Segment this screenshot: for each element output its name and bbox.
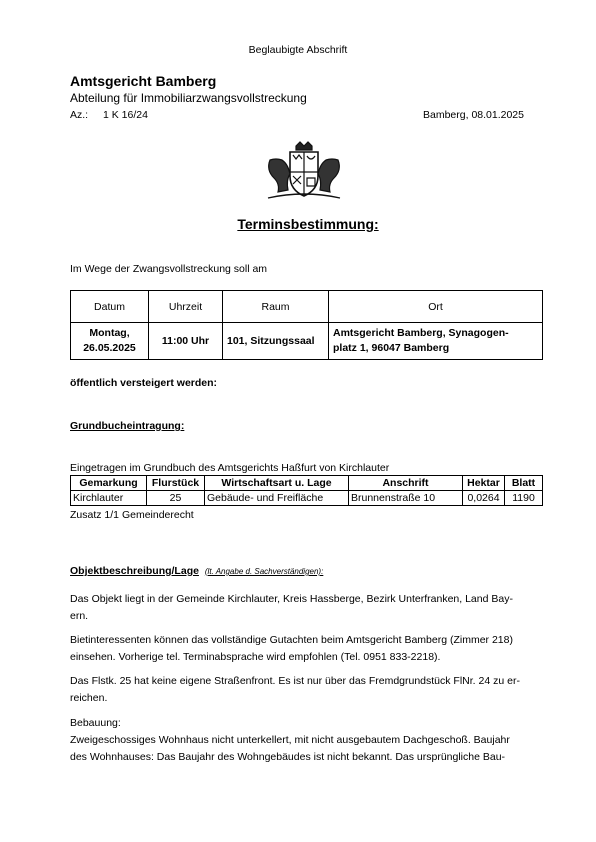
object-p4-line3: des Wohnhauses: Das Baujahr des Wohngebäudes ist nicht bekannt. Das ursprüngliche Bau- xyxy=(70,751,506,763)
appointment-time: 11:00 Uhr xyxy=(149,323,223,360)
cell-gemarkung: Kirchlauter xyxy=(71,491,147,506)
appointment-location-line2: platz 1, 96047 Bamberg xyxy=(333,342,450,354)
document-title: Terminsbestimmung: xyxy=(237,216,379,232)
object-p3-line1: Das Flstk. 25 hat keine eigene Straßenfront. Es ist nur über das Fremdgrundstück FlNr. 24 zu er- xyxy=(70,675,520,687)
appointment-date xyxy=(71,323,149,360)
land-register-table xyxy=(70,475,543,506)
object-p1-line2: ern. xyxy=(70,610,89,622)
appointment-room: 101, Sitzungssaal xyxy=(223,323,329,360)
appointment-table xyxy=(70,290,543,360)
header-raum: Raum xyxy=(223,291,329,323)
coat-of-arms-emblem xyxy=(262,140,346,202)
header-flurstueck: Flurstück xyxy=(147,476,205,491)
object-p2-line2: einsehen. Vorherige tel. Terminabsprache wird empfohlen (Tel. 0951 833-2218). xyxy=(70,651,441,663)
header-datum: Datum xyxy=(71,291,149,323)
header-uhrzeit: Uhrzeit xyxy=(149,291,223,323)
land-register-intro: Eingetragen im Grundbuch des Amtsgerichts Haßfurt von Kirchlauter xyxy=(70,462,390,474)
file-number: 1 K 16/24 xyxy=(103,109,148,121)
appointment-location xyxy=(329,323,543,360)
land-register-heading: Grundbucheintragung: xyxy=(70,420,185,432)
appointment-date-value: 26.05.2025 xyxy=(83,342,136,354)
cell-anschrift: Brunnenstraße 10 xyxy=(349,491,463,506)
appointment-table-row xyxy=(71,323,543,360)
object-paragraph-4 xyxy=(70,715,544,766)
object-heading-wrap xyxy=(70,565,323,577)
object-heading-note: (lt. Angabe d. Sachverständigen): xyxy=(204,567,324,576)
place-date: Bamberg, 08.01.2025 xyxy=(423,109,524,121)
appointment-table-header xyxy=(71,291,543,323)
cell-blatt: 1190 xyxy=(505,491,543,506)
cell-hektar: 0,0264 xyxy=(463,491,505,506)
header-wirtschaftsart: Wirtschaftsart u. Lage xyxy=(205,476,349,491)
table-row xyxy=(71,491,543,506)
object-p4-line2: Zweigeschossiges Wohnhaus nicht unterkellert, mit nicht ausgebautem Dachgeschoß. Baujahr xyxy=(70,734,510,746)
object-paragraph-2 xyxy=(70,632,544,666)
object-paragraph-1 xyxy=(70,591,544,625)
header-blatt: Blatt xyxy=(505,476,543,491)
object-p1-line1: Das Objekt liegt in der Gemeinde Kirchlauter, Kreis Hassberge, Bezirk Unterfranken, Land Bay- xyxy=(70,593,513,605)
header-anschrift: Anschrift xyxy=(349,476,463,491)
court-name: Amtsgericht Bamberg xyxy=(70,73,217,89)
intro-text: Im Wege der Zwangsvollstreckung soll am xyxy=(70,263,268,275)
object-p2-line1: Bietinteressenten können das vollständige Gutachten beim Amtsgericht Bamberg (Zimmer 218) xyxy=(70,634,513,646)
object-p4-line1: Bebauung: xyxy=(70,717,121,729)
land-register-addition: Zusatz 1/1 Gemeinderecht xyxy=(70,509,194,521)
file-label: Az.: xyxy=(70,109,89,121)
header-gemarkung: Gemarkung xyxy=(71,476,147,491)
certified-copy-note: Beglaubigte Abschrift xyxy=(248,44,348,56)
auction-text: öffentlich versteigert werden: xyxy=(70,377,218,389)
appointment-date-weekday: Montag, xyxy=(89,327,130,339)
land-register-header xyxy=(71,476,543,491)
object-p3-line2: reichen. xyxy=(70,692,108,704)
object-heading: Objektbeschreibung/Lage xyxy=(70,565,199,577)
appointment-location-line1: Amtsgericht Bamberg, Synagogen- xyxy=(333,327,509,339)
object-paragraph-3 xyxy=(70,673,544,707)
header-hektar: Hektar xyxy=(463,476,505,491)
header-ort: Ort xyxy=(329,291,543,323)
department: Abteilung für Immobiliarzwangsvollstreckung xyxy=(70,91,307,105)
cell-flurstueck: 25 xyxy=(147,491,205,506)
cell-wirtschaftsart: Gebäude- und Freifläche xyxy=(205,491,349,506)
